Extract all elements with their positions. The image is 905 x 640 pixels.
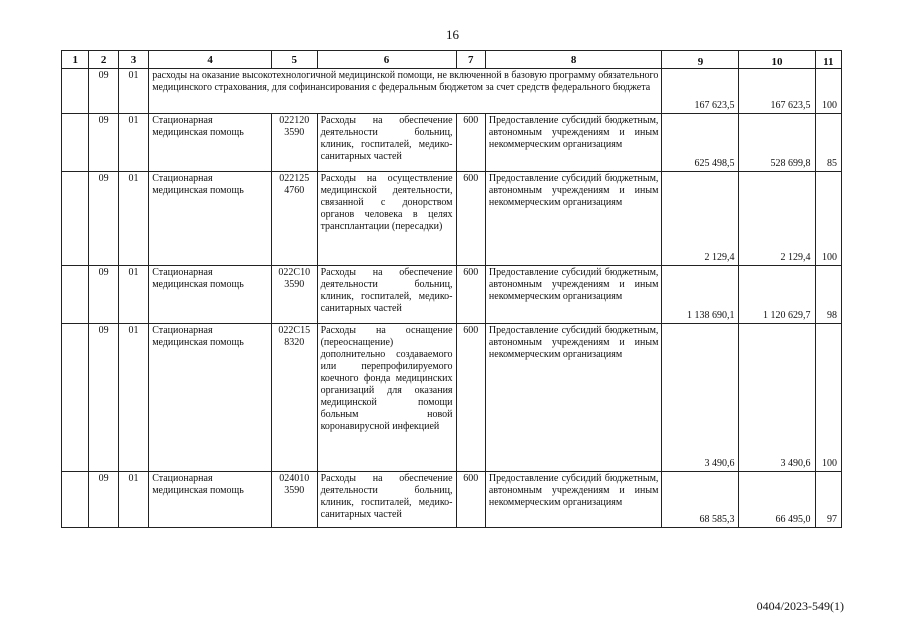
amount-planned: 3 490,6 [662,324,739,472]
column-header: 9 [662,51,739,69]
amount-executed: 167 623,5 [739,69,815,114]
subsection-code: 01 [118,266,148,324]
item-name: Стационарная медицинская помощь [149,266,272,324]
header-row [62,51,842,69]
percent-executed: 97 [815,472,841,528]
section-code: 09 [89,114,118,172]
percent-executed: 100 [815,324,841,472]
document-code: 0404/2023-549(1) [756,599,844,613]
expense-type-name: Предоставление субсидий бюджетным, автономным учреждениям и иным некоммерческим организациям [485,324,661,472]
section-code: 09 [89,324,118,472]
expense-type-code: 600 [456,472,485,528]
section-code: 09 [89,266,118,324]
amount-executed: 66 495,0 [739,472,815,528]
expense-type-code: 600 [456,266,485,324]
amount-planned: 625 498,5 [662,114,739,172]
target-article-code: 022C10 3590 [271,266,317,324]
table-row [62,114,842,172]
target-article-code: 022120 3590 [271,114,317,172]
expense-type-code: 600 [456,172,485,266]
subsection-code: 01 [118,472,148,528]
percent-executed: 98 [815,266,841,324]
amount-executed: 1 120 629,7 [739,266,815,324]
item-name: Стационарная медицинская помощь [149,472,272,528]
table-row [62,266,842,324]
column-header: 6 [317,51,456,69]
target-article-code: 022C15 8320 [271,324,317,472]
amount-planned: 167 623,5 [662,69,739,114]
page-number: 16 [446,27,459,42]
expense-type-code: 600 [456,114,485,172]
column-header: 2 [89,51,118,69]
section-code: 09 [89,172,118,266]
percent-executed: 100 [815,69,841,114]
column-header: 5 [271,51,317,69]
table-row [62,69,842,114]
table-row [62,324,842,472]
expense-type-code: 600 [456,324,485,472]
item-name: Стационарная медицинская помощь [149,114,272,172]
table-row [62,472,842,528]
percent-executed: 100 [815,172,841,266]
column-header: 11 [815,51,841,69]
expense-type-name: Предоставление субсидий бюджетным, автономным учреждениям и иным некоммерческим организациям [485,472,661,528]
column-header: 3 [118,51,148,69]
subsection-code: 01 [118,324,148,472]
expense-description: Расходы на осуществление медицинской деятельности, связанной с донорством органов человека в целях трансплантации (пересадки) [317,172,456,266]
column-header: 8 [485,51,661,69]
column-header: 1 [62,51,89,69]
item-name: Стационарная медицинская помощь [149,172,272,266]
expense-description: Расходы на оснащение (переоснащение) дополнительно создаваемого или перепрофилируемого коечного фонда медицинских организаций для оказания медицинской помощи больным новой коронавирусной инфекцией [317,324,456,472]
table-row [62,172,842,266]
subsection-code: 01 [118,114,148,172]
expense-type-name: Предоставление субсидий бюджетным, автономным учреждениям и иным некоммерческим организациям [485,172,661,266]
intro-description: расходы на оказание высокотехнологичной медицинской помощи, не включенной в базовую программу обязательного медицинского страхования, для софинансирования с федеральным бюджетом за счет средств федерального бюджета [149,69,662,114]
expense-description: Расходы на обеспечение деятельности больниц, клиник, госпиталей, медико-санитарных частей [317,266,456,324]
item-name: Стационарная медицинская помощь [149,324,272,472]
amount-planned: 2 129,4 [662,172,739,266]
expense-type-name: Предоставление субсидий бюджетным, автономным учреждениям и иным некоммерческим организациям [485,114,661,172]
percent-executed: 85 [815,114,841,172]
subsection-code: 01 [118,69,148,114]
budget-table [61,50,842,528]
amount-executed: 528 699,8 [739,114,815,172]
target-article-code: 022125 4760 [271,172,317,266]
column-header: 10 [739,51,815,69]
expense-type-name: Предоставление субсидий бюджетным, автономным учреждениям и иным некоммерческим организациям [485,266,661,324]
amount-planned: 1 138 690,1 [662,266,739,324]
amount-executed: 3 490,6 [739,324,815,472]
target-article-code: 024010 3590 [271,472,317,528]
column-header: 4 [149,51,272,69]
section-code: 09 [89,69,118,114]
section-code: 09 [89,472,118,528]
amount-executed: 2 129,4 [739,172,815,266]
amount-planned: 68 585,3 [662,472,739,528]
subsection-code: 01 [118,172,148,266]
column-header: 7 [456,51,485,69]
expense-description: Расходы на обеспечение деятельности больниц, клиник, госпиталей, медико-санитарных частей [317,114,456,172]
expense-description: Расходы на обеспечение деятельности больниц, клиник, госпиталей, медико-санитарных частей [317,472,456,528]
